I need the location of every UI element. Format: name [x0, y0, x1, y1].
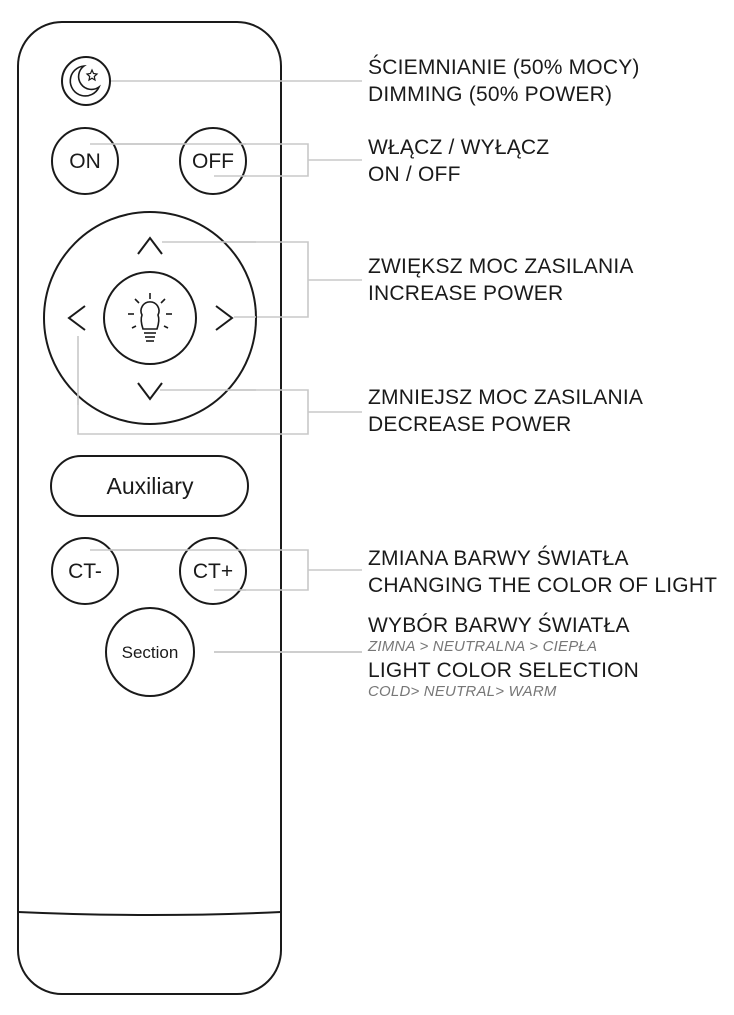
dimming-button[interactable] [62, 57, 110, 105]
on-button[interactable] [52, 128, 118, 194]
ct-minus-button[interactable] [52, 538, 118, 604]
label-dimming-pl: ŚCIEMNIANIE (50% MOCY) [368, 56, 640, 79]
label-dimming [368, 54, 640, 108]
auxiliary-button-label: Auxiliary [106, 473, 194, 499]
auxiliary-button[interactable] [51, 456, 248, 516]
center-button[interactable] [104, 272, 196, 364]
dpad [44, 212, 256, 424]
label-decrease-pl: ZMNIEJSZ MOC ZASILANIA [368, 386, 644, 409]
label-color-change [368, 545, 717, 599]
on-button-label: ON [69, 150, 101, 173]
label-color-select-en-sub: COLD> NEUTRAL> WARM [368, 683, 557, 700]
label-increase-en: INCREASE POWER [368, 282, 564, 305]
ct-plus-button-label: CT+ [192, 560, 234, 583]
label-color-select-pl: WYBÓR BARWY ŚWIATŁA [368, 614, 630, 637]
section-button-label: Section [121, 643, 179, 662]
label-increase [368, 253, 634, 307]
label-color-select [368, 612, 639, 703]
label-onoff-pl: WŁĄCZ / WYŁĄCZ [368, 136, 550, 159]
label-dimming-en: DIMMING (50% POWER) [368, 83, 613, 106]
ct-plus-button[interactable] [180, 538, 246, 604]
remote-bottom-divider [18, 912, 281, 915]
label-color-select-pl-sub: ZIMNA > NEUTRALNA > CIEPŁA [368, 638, 598, 655]
label-color-select-en: LIGHT COLOR SELECTION [368, 659, 640, 682]
label-color-change-en: CHANGING THE COLOR OF LIGHT [368, 574, 718, 597]
label-onoff [368, 134, 549, 188]
ct-minus-button-label: CT- [68, 560, 102, 583]
label-increase-pl: ZWIĘKSZ MOC ZASILANIA [368, 255, 634, 278]
section-button[interactable] [106, 608, 194, 696]
label-decrease-en: DECREASE POWER [368, 413, 572, 436]
label-onoff-en: ON / OFF [368, 163, 461, 186]
label-color-change-pl: ZMIANA BARWY ŚWIATŁA [368, 547, 629, 570]
off-button-label: OFF [192, 150, 234, 173]
off-button[interactable] [180, 128, 246, 194]
label-decrease [368, 384, 643, 438]
